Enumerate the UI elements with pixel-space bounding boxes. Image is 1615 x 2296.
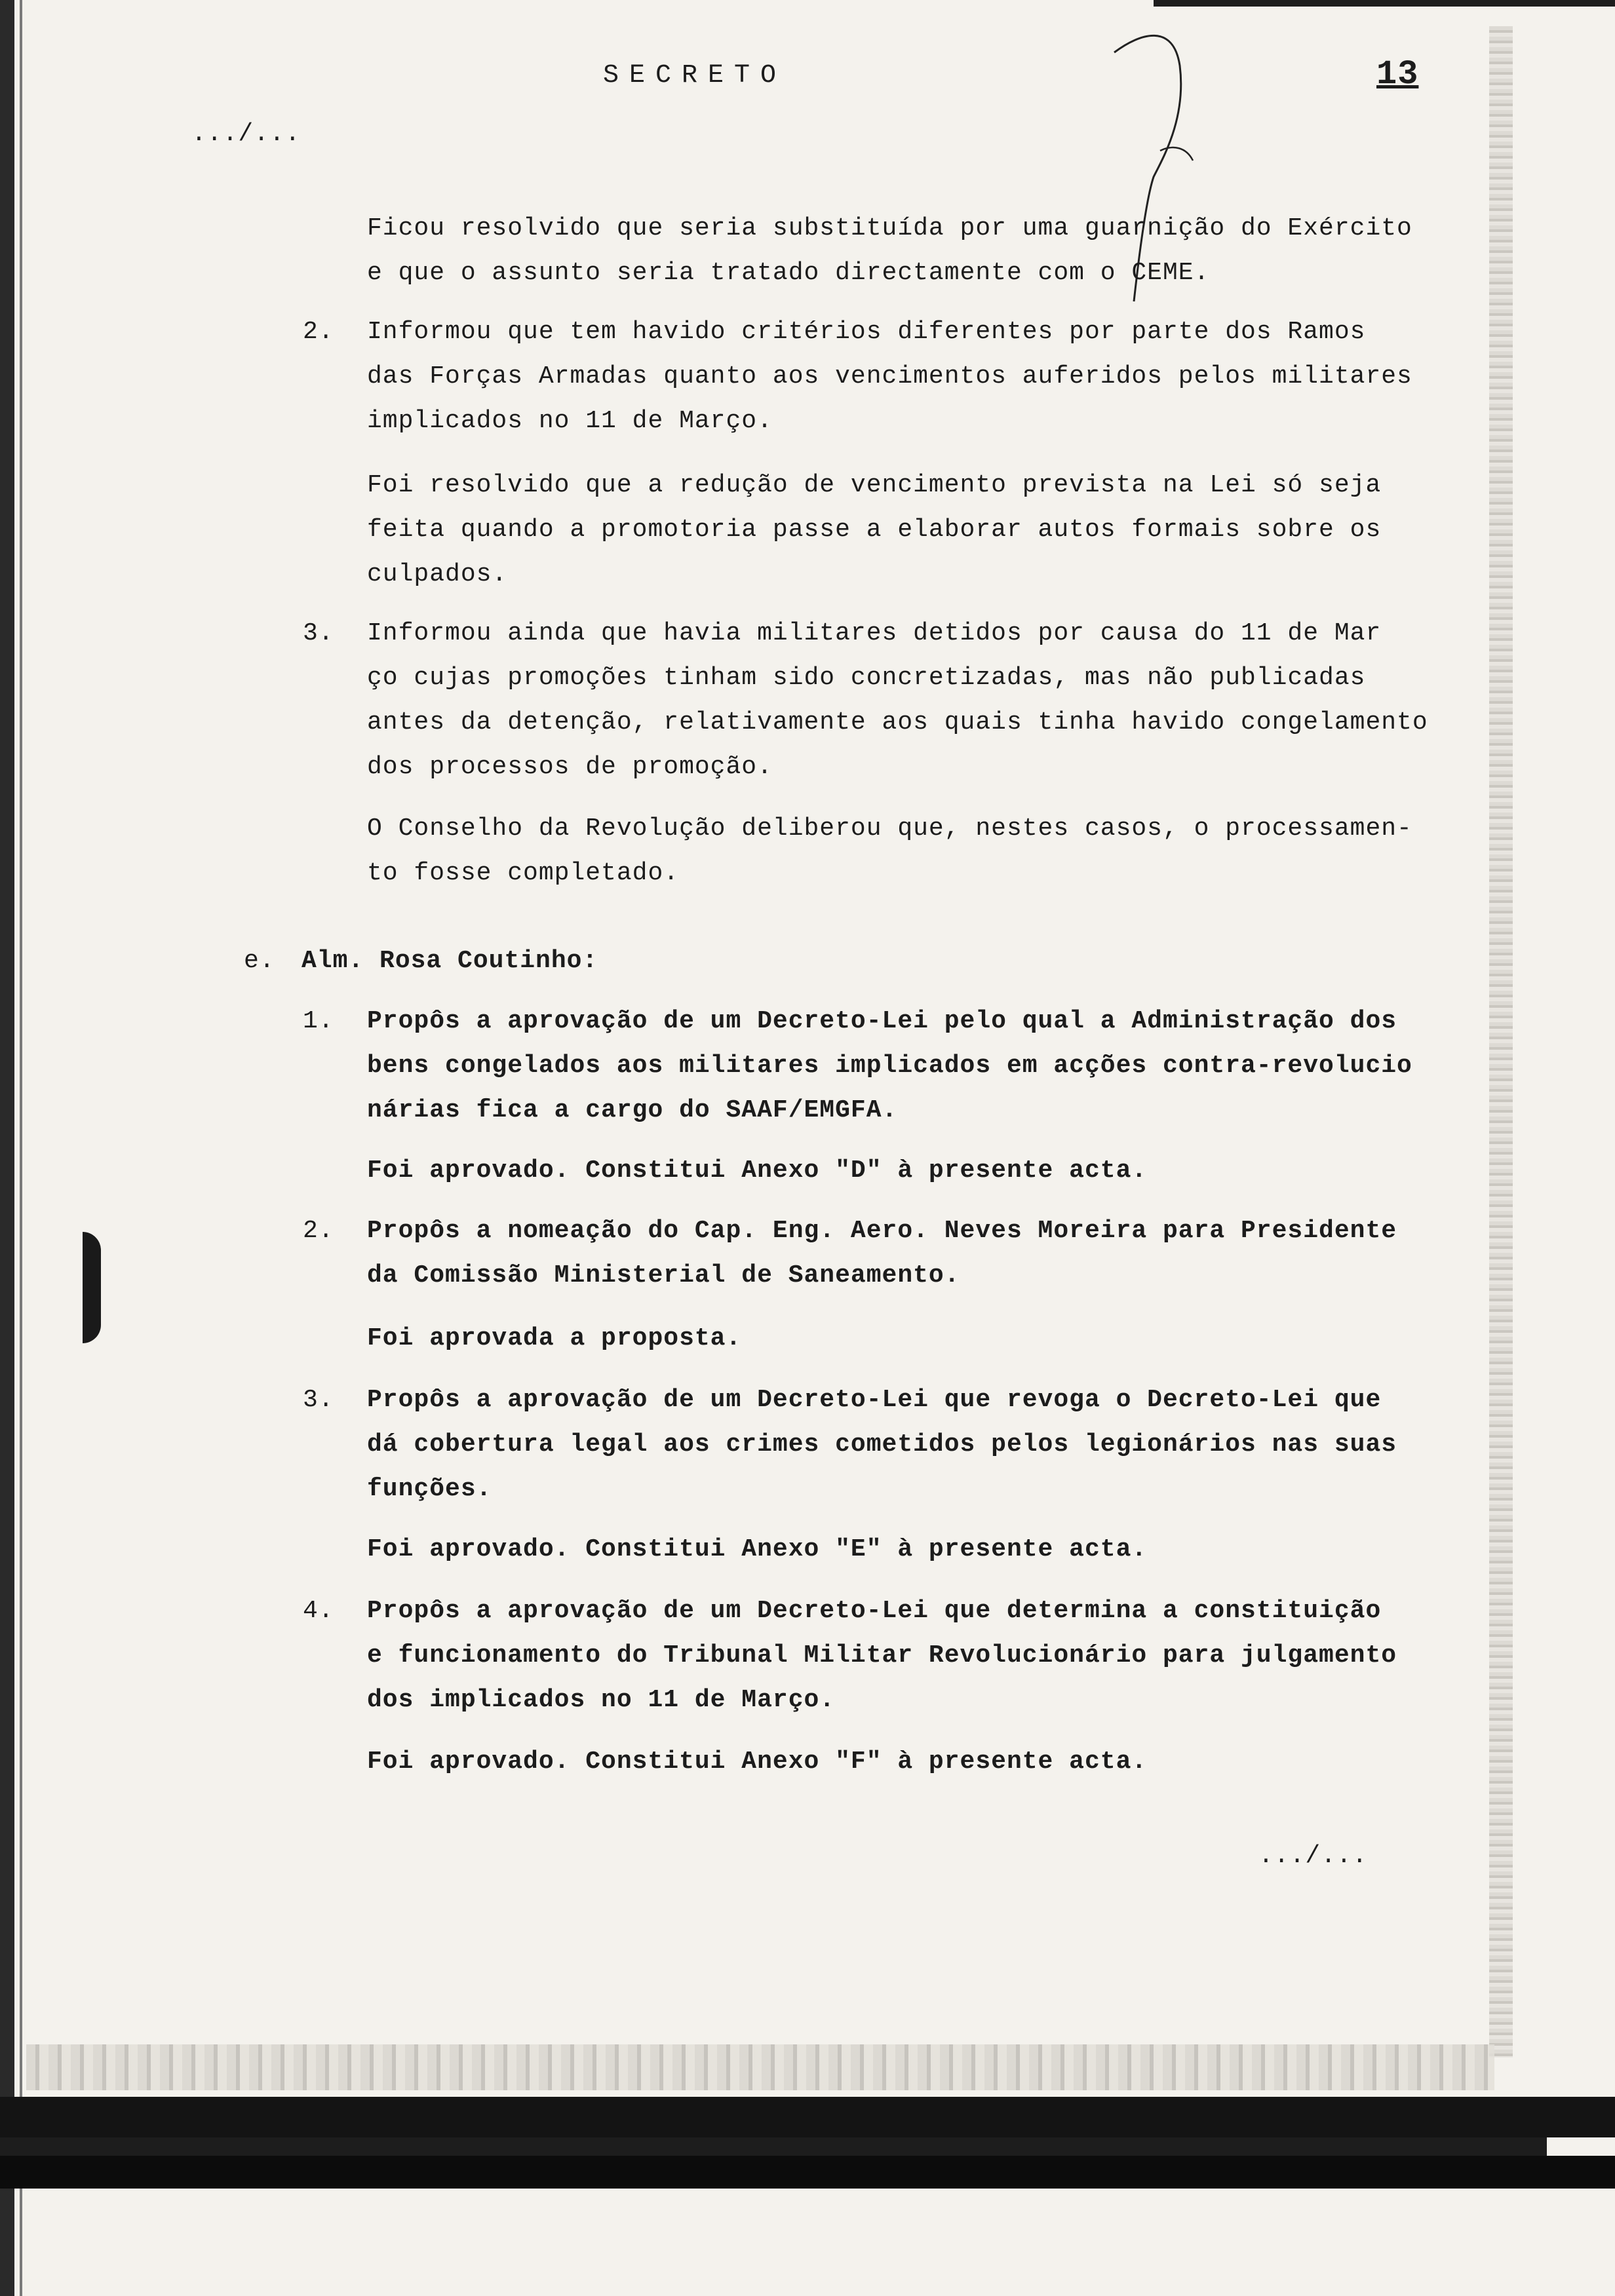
item-number: 2.	[303, 318, 334, 346]
section-heading: Alm. Rosa Coutinho:	[302, 947, 598, 975]
item-line: Informou que tem havido critérios diferentes por parte dos Ramos	[367, 318, 1366, 346]
item-number: 2.	[303, 1217, 334, 1245]
item-line: antes da detenção, relativamente aos quais tinha havido congelamento	[367, 708, 1428, 737]
item-line: dos processos de promoção.	[367, 753, 773, 781]
section-letter: e.	[244, 947, 275, 975]
intro-line: e que o assunto seria tratado directamente com o CEME.	[367, 259, 1210, 287]
item-line: implicados no 11 de Março.	[367, 407, 773, 435]
resolution-line: to fosse completado.	[367, 859, 680, 887]
item-number: 3.	[303, 1386, 334, 1414]
item-line: Informou ainda que havia militares detidos por causa do 11 de Mar	[367, 619, 1382, 647]
item-line: Propôs a nomeação do Cap. Eng. Aero. Neves Moreira para Presidente	[367, 1217, 1397, 1245]
item-line: dá cobertura legal aos crimes cometidos pelos legionários nas suas	[367, 1430, 1397, 1459]
scan-left-line	[20, 0, 22, 2296]
scan-bottom-bar-2	[0, 2137, 1547, 2156]
resolution-line: O Conselho da Revolução deliberou que, nestes casos, o processamen-	[367, 814, 1412, 843]
scan-bottom-smudge	[26, 2044, 1494, 2090]
resolution-line: feita quando a promotoria passe a elaborar autos formais sobre os	[367, 516, 1382, 544]
item-line: dos implicados no 11 de Março.	[367, 1686, 836, 1714]
item-line: Propôs a aprovação de um Decreto-Lei que revoga o Decreto-Lei que	[367, 1386, 1382, 1414]
binding-hole-mark	[83, 1232, 101, 1343]
scan-top-rule	[1154, 0, 1615, 7]
page-number: 13	[1376, 55, 1419, 94]
resolution-line: Foi aprovado. Constitui Anexo "E" à presente acta.	[367, 1535, 1148, 1563]
scan-bottom-bar-3	[0, 2156, 1615, 2189]
item-line: das Forças Armadas quanto aos vencimentos auferidos pelos militares	[367, 362, 1412, 391]
resolution-line: Foi aprovada a proposta.	[367, 1324, 742, 1352]
item-number: 1.	[303, 1007, 334, 1035]
item-number: 3.	[303, 619, 334, 647]
intro-line: Ficou resolvido que seria substituída por uma guarnição do Exército	[367, 214, 1412, 242]
item-line: Propôs a aprovação de um Decreto-Lei que determina a constituição	[367, 1597, 1382, 1625]
item-line: ço cujas promoções tinham sido concretizadas, mas não publicadas	[367, 664, 1366, 692]
item-line: bens congelados aos militares implicados em acções contra-revolucio	[367, 1052, 1412, 1080]
resolution-line: culpados.	[367, 560, 508, 588]
resolution-line: Foi aprovado. Constitui Anexo "D" à presente acta.	[367, 1157, 1148, 1185]
scan-right-edge	[1489, 26, 1513, 2057]
item-line: nárias fica a cargo do SAAF/EMGFA.	[367, 1096, 898, 1124]
resolution-line: Foi aprovado. Constitui Anexo "F" à presente acta.	[367, 1748, 1148, 1776]
continuation-marker-top: .../...	[191, 120, 301, 148]
item-line: da Comissão Ministerial de Saneamento.	[367, 1261, 960, 1290]
resolution-line: Foi resolvido que a redução de vencimento prevista na Lei só seja	[367, 471, 1382, 499]
scan-left-edge	[0, 0, 14, 2296]
item-line: funções.	[367, 1475, 492, 1503]
page-title: SECRETO	[603, 61, 787, 90]
continuation-marker-bottom: .../...	[1258, 1842, 1368, 1870]
item-line: Propôs a aprovação de um Decreto-Lei pelo qual a Administração dos	[367, 1007, 1397, 1035]
scan-bottom-bar	[0, 2097, 1615, 2137]
item-line: e funcionamento do Tribunal Militar Revolucionário para julgamento	[367, 1641, 1397, 1670]
item-number: 4.	[303, 1597, 334, 1625]
